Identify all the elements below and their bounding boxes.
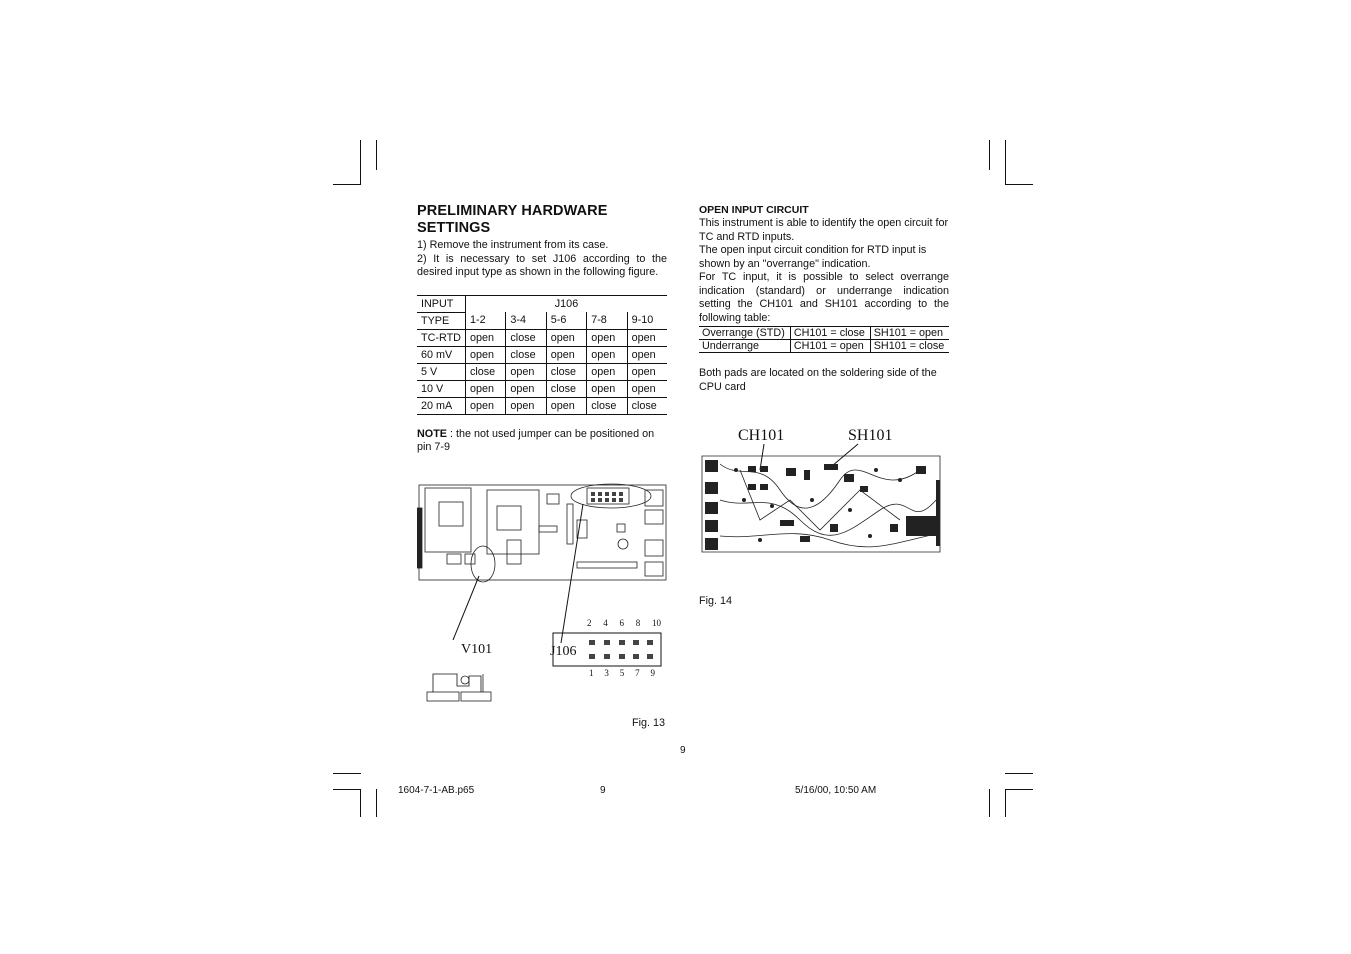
table-cell: open	[506, 380, 546, 397]
table-row	[417, 346, 667, 363]
table-cell: open	[627, 380, 667, 397]
pin-number: 5	[619, 668, 625, 678]
crop-mark	[1005, 789, 1033, 790]
row-label: 60 mV	[417, 346, 465, 363]
table-cell: open	[546, 397, 586, 414]
pin-header: 5-6	[546, 312, 586, 329]
table-cell: open	[587, 380, 627, 397]
crop-mark	[1005, 789, 1006, 817]
table-cell: SH101 = close	[870, 340, 949, 353]
header-type: TYPE	[417, 312, 465, 329]
pin-number: 8	[635, 618, 641, 628]
table-cell: close	[465, 363, 505, 380]
table-cell: open	[546, 346, 586, 363]
step-1: 1) Remove the instrument from its case.	[417, 239, 609, 251]
table-cell: Underrange	[699, 340, 790, 353]
table-cell: open	[627, 329, 667, 346]
crop-mark	[333, 773, 361, 774]
table-cell: open	[465, 397, 505, 414]
crop-mark	[333, 184, 361, 185]
table-cell: CH101 = open	[790, 340, 870, 353]
crop-mark	[376, 140, 377, 170]
table-cell: close	[627, 397, 667, 414]
table-cell: Overrange (STD)	[699, 327, 790, 340]
table-cell: close	[546, 380, 586, 397]
crop-mark	[1005, 140, 1006, 184]
crop-mark	[360, 140, 361, 184]
header-input: INPUT	[417, 295, 465, 312]
table-cell: open	[506, 363, 546, 380]
table-cell: open	[627, 363, 667, 380]
crop-mark	[1005, 184, 1033, 185]
pin-numbers-top	[587, 618, 661, 628]
row-label: 20 mA	[417, 397, 465, 414]
crop-mark	[1005, 773, 1033, 774]
pin-numbers-bottom	[589, 668, 655, 678]
table-row	[417, 397, 667, 414]
pin-number: 9	[650, 668, 655, 678]
table-cell: open	[546, 329, 586, 346]
paragraph: The open input circuit condition for RTD input is shown by an "overrange" indication.	[699, 244, 927, 270]
pin-header: 3-4	[506, 312, 546, 329]
row-label: 10 V	[417, 380, 465, 397]
table-row	[417, 380, 667, 397]
row-label: TC-RTD	[417, 329, 465, 346]
step-2: 2) It is necessary to set J106 according to the desired input type as shown in the following figure.	[417, 252, 667, 278]
v101-label: V101	[461, 642, 493, 657]
table-cell: CH101 = close	[790, 327, 870, 340]
paragraph: This instrument is able to identify the open circuit for TC and RTD inputs.	[699, 217, 949, 243]
pin-number: 1	[589, 668, 594, 678]
crop-mark	[360, 789, 361, 817]
note-text: : the not used jumper can be positioned on pin 7-9	[417, 427, 655, 453]
right-column	[699, 204, 949, 394]
crop-mark	[989, 140, 990, 170]
page-number: 9	[680, 745, 686, 756]
table-cell: open	[587, 346, 627, 363]
fig14-caption: Fig. 14	[699, 595, 733, 607]
crop-mark	[376, 789, 377, 817]
table-row	[417, 329, 667, 346]
pin-header: 7-8	[587, 312, 627, 329]
heading-line: PRELIMINARY HARDWARE	[417, 203, 608, 219]
table-cell: open	[587, 363, 627, 380]
ch101-label: CH101	[738, 427, 785, 444]
pin-number: 6	[619, 618, 624, 628]
jumper-table	[417, 295, 667, 415]
table-cell: close	[506, 346, 546, 363]
table-row	[699, 340, 949, 353]
open-input-table	[699, 326, 949, 353]
pin-number: 10	[652, 618, 661, 628]
paragraph: For TC input, it is possible to select overrange indication (standard) or underrange indication setting the CH101 and SH101 according to the following table:	[699, 271, 949, 324]
table-row	[699, 327, 949, 340]
table-cell: close	[546, 363, 586, 380]
pin-number: 2	[587, 618, 592, 628]
table-cell: close	[506, 329, 546, 346]
row-label: 5 V	[417, 363, 465, 380]
footer-page: 9	[600, 785, 606, 796]
footer-date: 5/16/00, 10:50 AM	[795, 785, 877, 796]
section-heading	[417, 203, 667, 237]
table-cell: open	[465, 346, 505, 363]
pin-header: 1-2	[465, 312, 505, 329]
footer-file: 1604-7-1-AB.p65	[398, 785, 475, 796]
note	[417, 428, 667, 455]
table-row	[417, 363, 667, 380]
table-cell: close	[587, 397, 627, 414]
heading-line: SETTINGS	[417, 220, 491, 236]
left-column	[417, 203, 667, 455]
pin-header: 9-10	[627, 312, 667, 329]
fig14-drawing	[700, 440, 952, 560]
sh101-label: SH101	[848, 427, 893, 444]
table-cell: open	[465, 329, 505, 346]
pin-number: 3	[604, 668, 609, 678]
table-cell: open	[506, 397, 546, 414]
table-cell: open	[587, 329, 627, 346]
paragraph: Both pads are located on the soldering side of the CPU card	[699, 367, 937, 393]
table-cell: SH101 = open	[870, 327, 949, 340]
header-j106: J106	[465, 295, 667, 312]
table-cell: open	[465, 380, 505, 397]
pin-number: 4	[603, 618, 608, 628]
table-cell: open	[627, 346, 667, 363]
note-label: NOTE	[417, 427, 447, 440]
crop-mark	[333, 789, 361, 790]
section-heading: OPEN INPUT CIRCUIT	[699, 204, 809, 216]
fig13-caption: Fig. 13	[632, 717, 666, 729]
crop-mark	[989, 789, 990, 817]
j106-label: J106	[550, 644, 577, 659]
pin-number: 7	[635, 668, 640, 678]
